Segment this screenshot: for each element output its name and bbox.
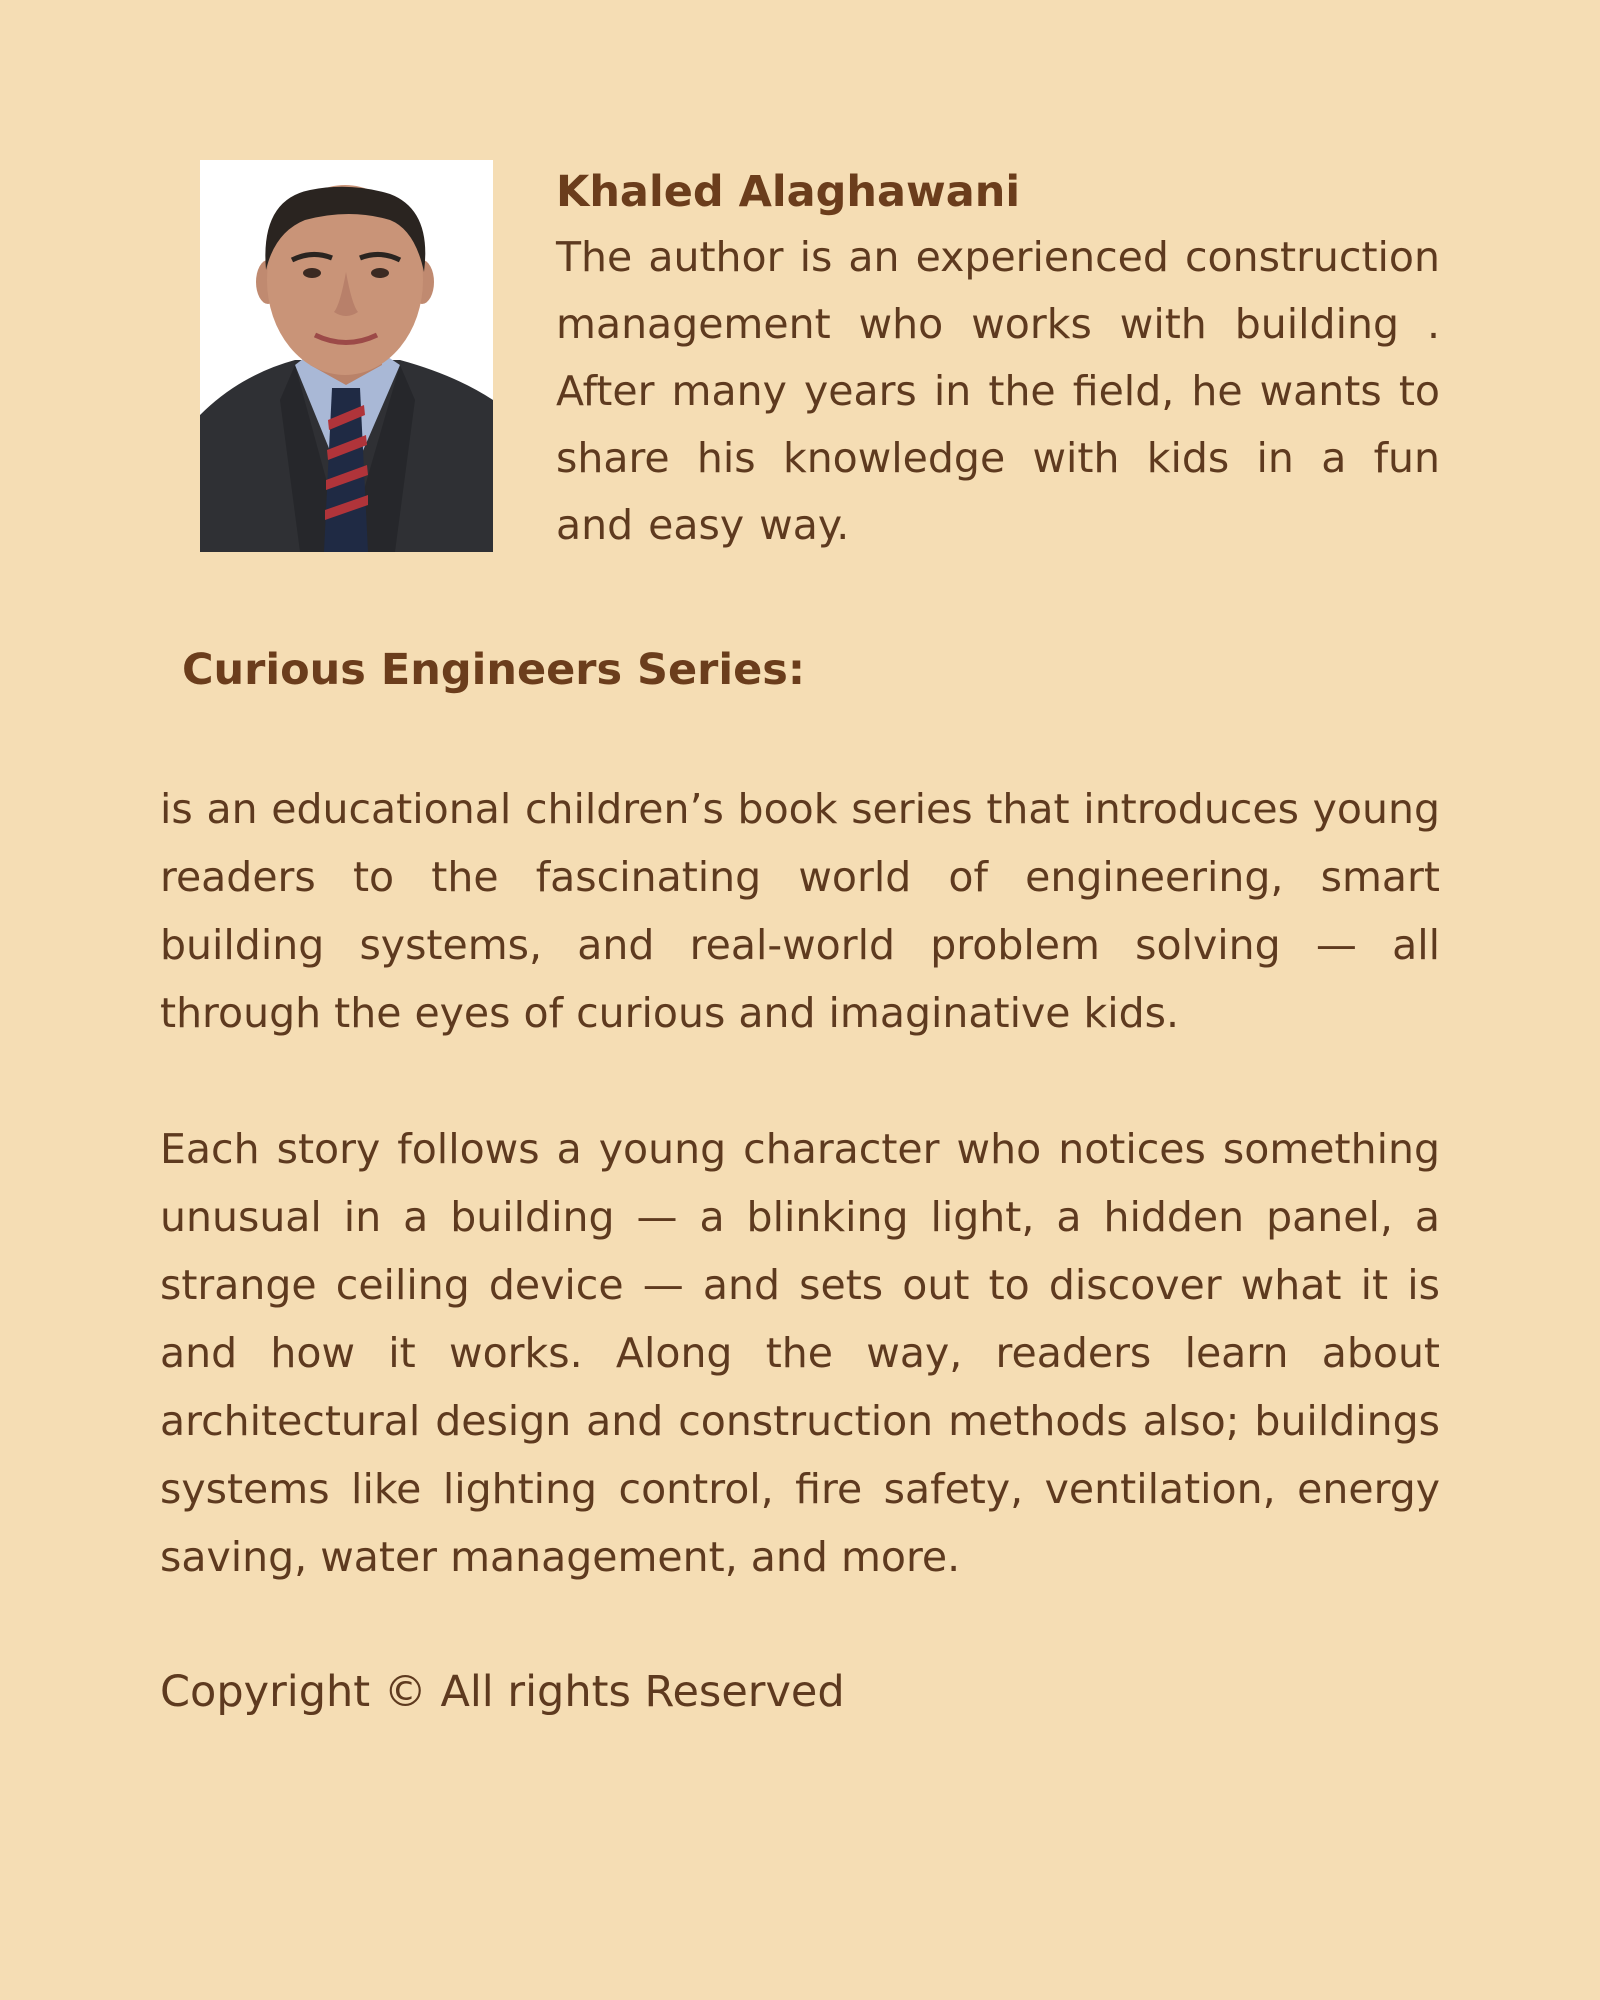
series-story-paragraph: Each story follows a young character who notices something unusual in a building — a blinking light, a hidden panel, a strange ceiling device — and sets out to discover what it is and how it works. Along the way, readers learn about architectural design and construction methods also; buildings systems like lighting control, fire safety, ventilation, energy saving, water management, and more. <box>160 1125 1440 1581</box>
author-photo <box>200 160 493 552</box>
author-bio: The author is an experienced construction management who works with building . After many years in the field, he wants to share his knowledge with kids in a fun and easy way. <box>556 233 1440 549</box>
copyright-notice: Copyright © All rights Reserved <box>160 1667 845 1717</box>
series-description-paragraph: is an educational children’s book series that introduces young readers to the fascinating world of engineering, smart building systems, and real-world problem solving — all through the eyes of curious and imaginative kids. <box>160 785 1440 1037</box>
author-name: Khaled Alaghawani <box>556 167 1021 217</box>
series-title: Curious Engineers Series: <box>182 645 806 695</box>
author-portrait-image <box>200 160 493 552</box>
author-section <box>556 160 1440 559</box>
